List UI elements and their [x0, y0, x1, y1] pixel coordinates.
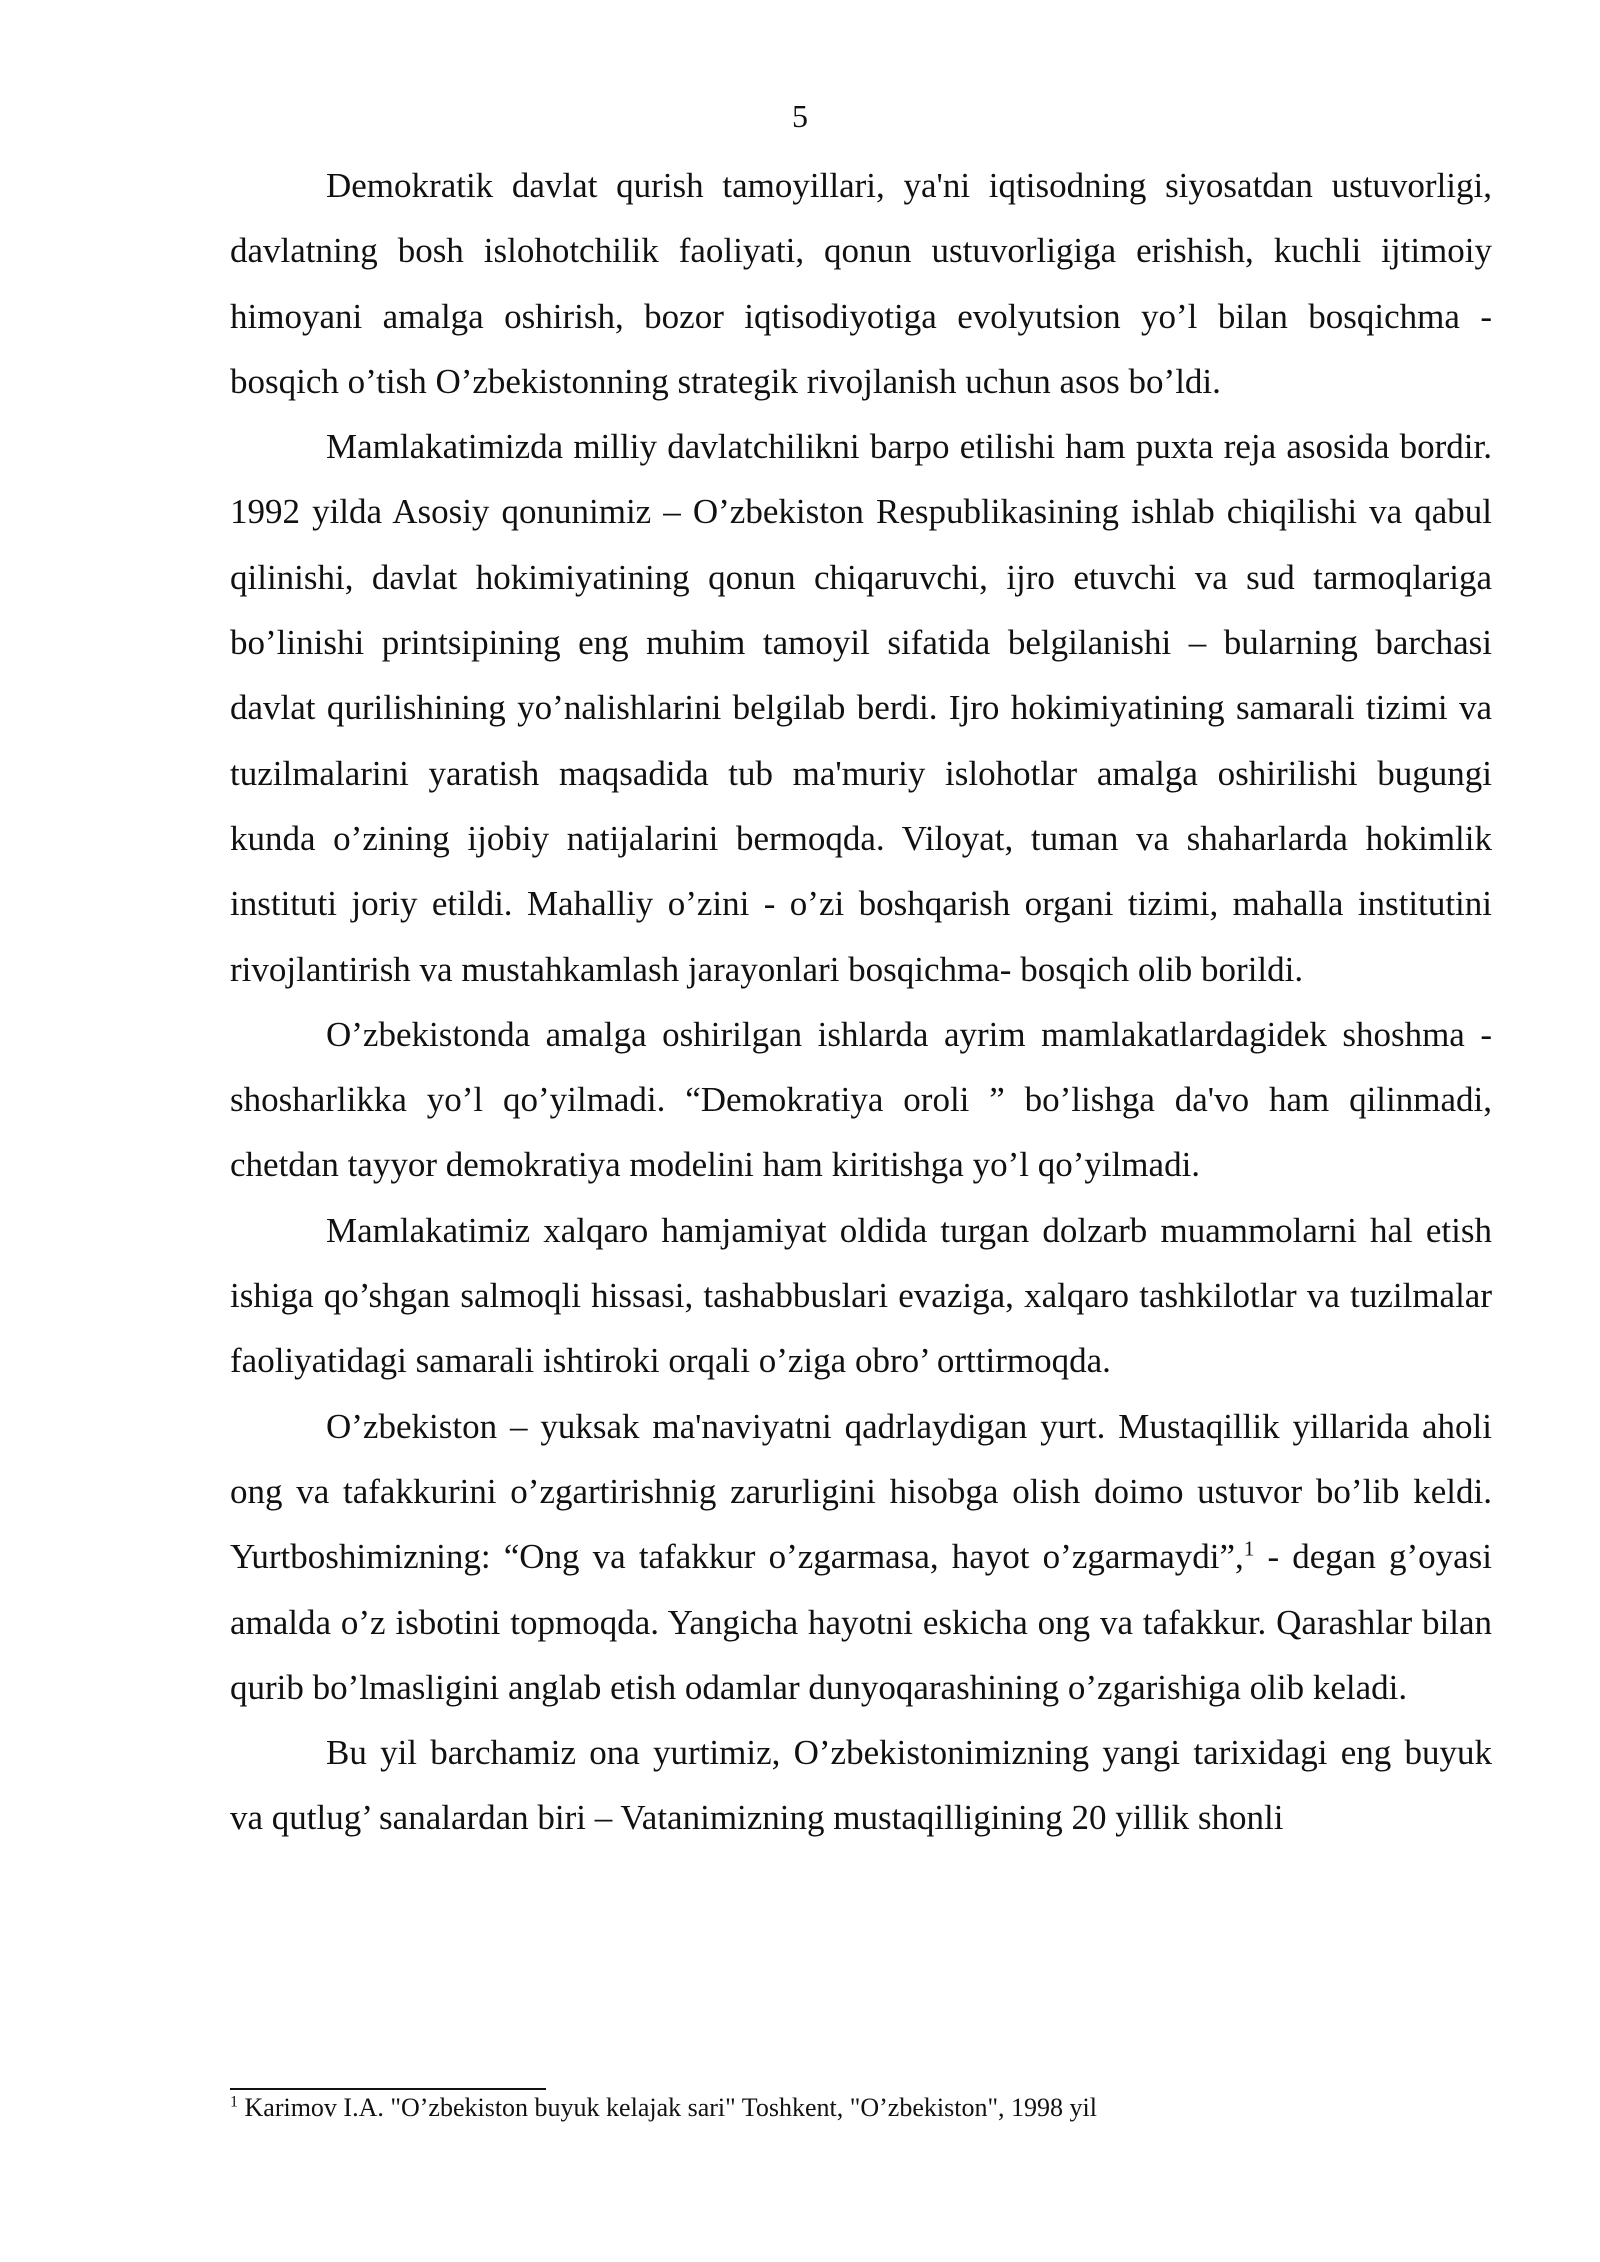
footnote	[230, 2090, 1492, 2126]
paragraph-4: Mamlakatimiz xalqaro hamjamiyat oldida turgan dolzarb muammolarni hal etish ishiga qo’shgan salmoqli hissasi, tashabbuslari evaziga, xalqaro tashkilotlar va tuzilmalar faoliyatidagi samarali ishtiroki orqali o’ziga obro’ orttirmoqda.	[230, 1210, 1492, 1381]
paragraph-5	[230, 1394, 1492, 1720]
page-number: 5	[792, 98, 808, 134]
footnote-text: Karimov I.A. "O’zbekiston buyuk kelajak sari" Toshkent, "O’zbekiston", 1998 yil	[238, 2093, 1098, 2122]
footnote-marker: 1	[230, 2093, 238, 2111]
footnote-reference[interactable]: 1	[1243, 1536, 1255, 1561]
paragraph-6: Bu yil barchamiz ona yurtimiz, O’zbekistonimizning yangi tarixidagi eng buyuk va qutlug’ sanalardan biri – Vatanimizning mustaqilligining 20 yillik shonli	[230, 1733, 1492, 1838]
paragraph-3: O’zbekistonda amalga oshirilgan ishlarda ayrim mamlakatlardagidek shoshma - shosharlikka yo’l qo’yilmadi. “Demokratiya oroli ” bo’lishga da'vo ham qilinmadi, chetdan tayyor demokratiya modelini ham kiritishga yo’l qo’yilmadi.	[230, 1014, 1492, 1185]
paragraph-5-text-before: O’zbekiston – yuksak ma'naviyatni qadrlaydigan yurt. Mustaqillik yillarida aholi ong va tafakkurini o’zgartirishnig zarurligini hisobga olish doimo ustuvor bo’lib keldi. Yurtboshimizning: “Ong va tafakkur o’zgarmasa, hayot o’zgarmaydi”,	[230, 1406, 1492, 1577]
document-body	[230, 153, 1492, 1851]
paragraph-2: Mamlakatimizda milliy davlatchilikni barpo etilishi ham puxta reja asosida bordir. 1992 yilda Asosiy qonunimiz – O’zbekiston Respublikasining ishlab chiqilishi va qabul qilinishi, davlat hokimiyatining qonun chiqaruvchi, ijro etuvchi va sud tarmoqlariga bo’linishi printsipining eng muhim tamoyil sifatida belgilanishi – bularning barchasi davlat qurilishining yo’nalishlarini belgilab berdi. Ijro hokimiyatining samarali tizimi va tuzilmalarini yaratish maqsadida tub ma'muriy islohotlar amalga oshirilishi bugungi kunda o’zining ijobiy natijalarini bermoqda. Viloyat, tuman va shaharlarda hokimlik instituti joriy etildi. Mahalliy o’zini - o’zi boshqarish organi tizimi, mahalla institutini rivojlantirish va mustahkamlash jarayonlari bosqichma- bosqich olib borildi.	[230, 427, 1492, 989]
paragraph-1: Demokratik davlat qurish tamoyillari, ya'ni iqtisodning siyosatdan ustuvorligi, davlatning bosh islohotchilik faoliyati, qonun ustuvorligiga erishish, kuchli ijtimoiy himoyani amalga oshirish, bozor iqtisodiyotiga evolyutsion yo’l bilan bosqichma - bosqich o’tish O’zbekistonning strategik rivojlanish uchun asos bo’ldi.	[230, 166, 1492, 401]
paragraph-5-text-after: - degan g’oyasi amalda o’z isbotini topmoqda. Yangicha hayotni eskicha ong va tafakkur. Qarashlar bilan qurib bo’lmasligini anglab etish odamlar dunyoqarashining o’zgarishiga olib keladi.	[230, 1537, 1492, 1707]
